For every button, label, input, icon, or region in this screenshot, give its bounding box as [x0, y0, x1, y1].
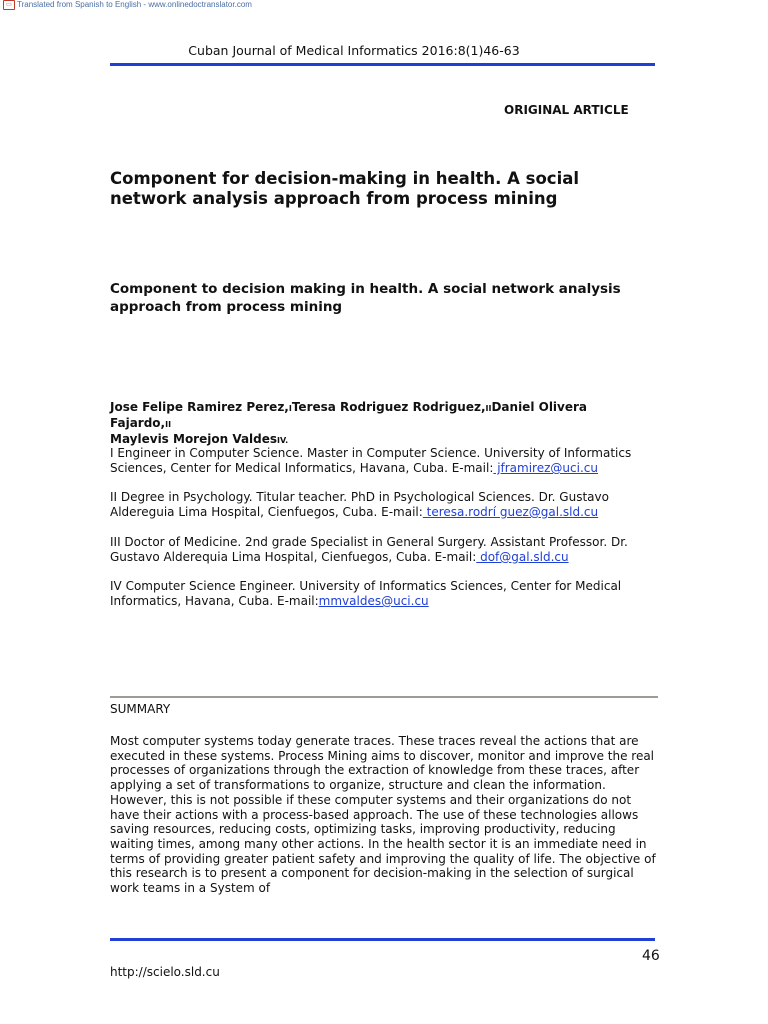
- author-name: Teresa Rodriguez Rodriguez,: [291, 400, 486, 414]
- affiliation-text: III Doctor of Medicine. 2nd grade Specialist in General Surgery. Assistant Professor. Dr. Gustavo Alderequia Lima Hospital, Cienfuegos, Cuba. E-mail:: [110, 535, 628, 564]
- journal-header: Cuban Journal of Medical Informatics 2016:8(1)46-63: [188, 43, 520, 58]
- author-name: Jose Felipe Ramirez Perez,: [110, 400, 289, 414]
- translation-banner-text[interactable]: Translated from Spanish to English - www.onlinedoctranslator.com: [17, 0, 252, 9]
- affiliation: [110, 446, 640, 476]
- author-affiliation-mark: I: [288, 404, 292, 413]
- author-affiliation-mark: IV.: [277, 436, 289, 445]
- email-link[interactable]: mmvaldes@uci.cu: [318, 594, 429, 608]
- author-list: [110, 400, 650, 448]
- author-name: Maylevis Morejon Valdes: [110, 432, 278, 446]
- email-link[interactable]: jframirez@uci.cu: [493, 461, 598, 475]
- affiliation: [110, 579, 640, 609]
- translator-logo-icon: ▭: [3, 0, 15, 10]
- header-rule: [110, 63, 655, 66]
- email-link[interactable]: teresa.rodrí guez@gal.sld.cu: [422, 505, 599, 519]
- article-subtitle: Component to decision making in health. A social network analysis approach from process mining: [110, 281, 621, 315]
- footer-url[interactable]: http://scielo.sld.cu: [110, 965, 220, 979]
- affiliation-text: II Degree in Psychology. Titular teacher. PhD in Psychological Sciences. Dr. Gustavo Aldereguia Lima Hospital, Cienfuegos, Cuba. E-mail:: [110, 490, 609, 519]
- author-affiliation-mark: II: [165, 420, 172, 429]
- summary-heading: SUMMARY: [110, 702, 171, 716]
- author-affiliation-mark: II: [485, 404, 492, 413]
- translation-banner[interactable]: [3, 0, 252, 10]
- affiliation: [110, 535, 640, 565]
- author-name: Daniel Olivera Fajardo,: [110, 400, 588, 430]
- footer-rule: [110, 938, 655, 941]
- affiliation-text: IV Computer Science Engineer. University of Informatics Sciences, Center for Medical Informatics, Havana, Cuba. E-mail:: [110, 579, 622, 608]
- page-number: 46: [642, 948, 660, 964]
- affiliation-text: I Engineer in Computer Science. Master in Computer Science. University of Informatics Sciences, Center for Medical Informatics, Havana, Cuba. E-mail:: [110, 446, 632, 475]
- affiliation: [110, 490, 640, 520]
- email-link[interactable]: dof@gal.sld.cu: [476, 550, 569, 564]
- article-type: ORIGINAL ARTICLE: [504, 103, 629, 117]
- section-divider: [110, 696, 658, 698]
- article-title: Component for decision-making in health. A social network analysis approach from process mining: [110, 169, 580, 208]
- summary-body: Most computer systems today generate traces. These traces reveal the actions that are executed in these systems. Process Mining aims to discover, monitor and improve the real processes of organizations through the extraction of knowledge from these traces, after applying a set of transformations to organize, structure and clean the information. However, this is not possible if these computer systems and their organizations do not have their actions with a process-based approach. The use of these technologies allows saving resources, reducing costs, optimizing tasks, improving productivity, reducing waiting times, among many other actions. In the health sector it is an immediate need in terms of providing greater patient safety and improving the quality of life. The objective of this research is to present a component for decision-making in the selection of surgical work teams in a System of: [110, 734, 656, 896]
